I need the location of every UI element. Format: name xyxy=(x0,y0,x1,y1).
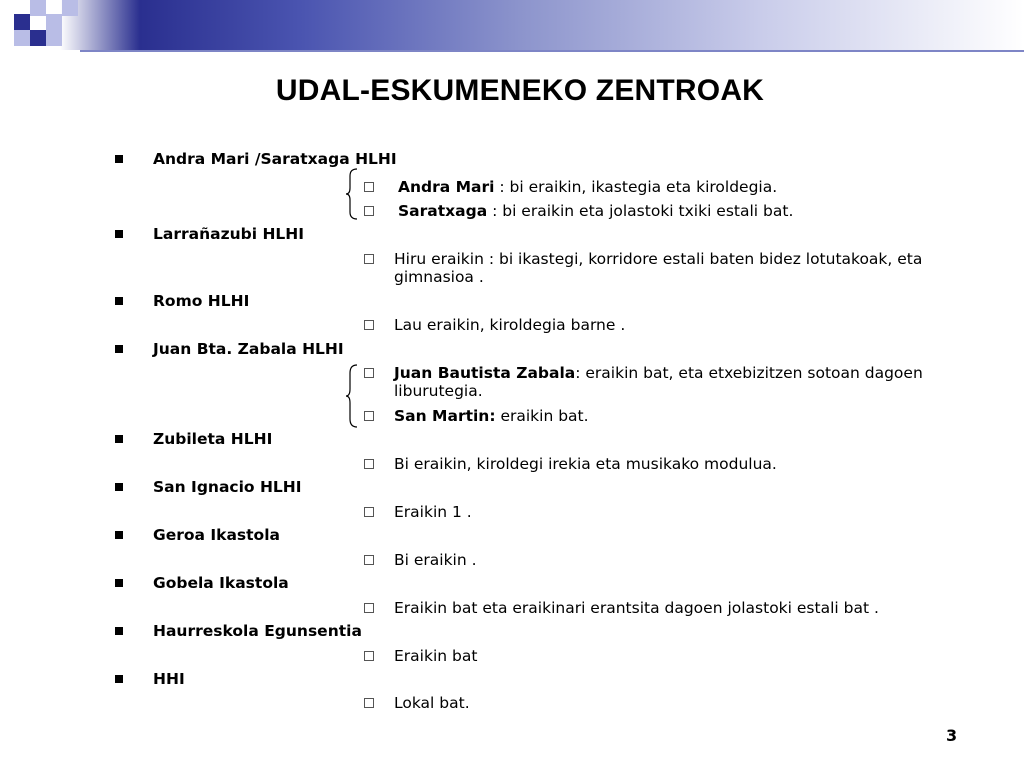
center-name: Juan Bta. Zabala HLHI xyxy=(153,340,344,358)
page-number: 3 xyxy=(946,726,958,745)
square-bullet-icon xyxy=(115,579,123,587)
detail-bold: Saratxaga xyxy=(398,202,488,220)
decor-square xyxy=(30,30,46,46)
center-item xyxy=(115,670,185,688)
hollow-square-bullet-icon xyxy=(364,368,374,378)
center-name: Zubileta HLHI xyxy=(153,430,273,448)
center-name: Larrañazubi HLHI xyxy=(153,225,305,243)
center-item xyxy=(115,478,302,496)
square-bullet-icon xyxy=(115,675,123,683)
header-rule xyxy=(80,50,1024,52)
hollow-square-bullet-icon xyxy=(364,182,374,192)
detail-text: Lokal bat. xyxy=(394,694,470,712)
square-bullet-icon xyxy=(115,627,123,635)
detail-text: Bi eraikin . xyxy=(394,551,477,569)
decor-square xyxy=(46,30,62,46)
hollow-square-bullet-icon xyxy=(364,459,374,469)
detail-text: : bi eraikin, ikastegia eta kiroldegia. xyxy=(494,178,778,196)
square-bullet-icon xyxy=(115,155,123,163)
detail-text: Lau eraikin, kiroldegia barne . xyxy=(394,316,626,334)
center-item xyxy=(115,150,397,168)
decor-square xyxy=(30,0,46,16)
center-name: San Ignacio HLHI xyxy=(153,478,302,496)
left-brace-icon xyxy=(345,168,359,220)
hollow-square-bullet-icon xyxy=(364,651,374,661)
hollow-square-bullet-icon xyxy=(364,507,374,517)
hollow-square-bullet-icon xyxy=(364,411,374,421)
decor-square xyxy=(62,0,78,16)
detail-text: Eraikin bat eta eraikinari erantsita dagoen jolastoki estali bat . xyxy=(394,599,879,617)
center-item xyxy=(115,225,304,243)
detail-bold: Juan Bautista Zabala xyxy=(394,364,576,382)
hollow-square-bullet-icon xyxy=(364,320,374,330)
center-item xyxy=(115,430,272,448)
decor-square xyxy=(46,14,62,30)
detail-text: eraikin bat. xyxy=(495,407,589,425)
decor-square xyxy=(14,14,30,30)
detail-text: Bi eraikin, kiroldegi irekia eta musikako modulua. xyxy=(394,455,777,473)
detail-text: : bi eraikin eta jolastoki txiki estali bat. xyxy=(487,202,794,220)
square-bullet-icon xyxy=(115,297,123,305)
detail-text: Eraikin 1 . xyxy=(394,503,472,521)
decor-square xyxy=(14,30,30,46)
center-name: Gobela Ikastola xyxy=(153,574,289,592)
center-item xyxy=(115,622,362,640)
square-bullet-icon xyxy=(115,230,123,238)
detail-text: Eraikin bat xyxy=(394,647,478,665)
center-name: Geroa Ikastola xyxy=(153,526,280,544)
detail-bold: San Martin: xyxy=(394,407,496,425)
square-bullet-icon xyxy=(115,483,123,491)
center-name: Andra Mari /Saratxaga HLHI xyxy=(153,150,397,168)
detail-bold: Andra Mari xyxy=(398,178,495,196)
detail-text: Hiru eraikin : bi ikastegi, korridore estali baten bidez lotutakoak, eta gimnasioa . xyxy=(394,250,923,286)
header-gradient-band xyxy=(0,0,1024,50)
square-bullet-icon xyxy=(115,531,123,539)
detail-text: : eraikin bat, eta etxebizitzen sotoan dagoen liburutegia. xyxy=(394,364,923,400)
center-name: HHI xyxy=(153,670,185,688)
hollow-square-bullet-icon xyxy=(364,206,374,216)
center-item xyxy=(115,340,344,358)
center-item xyxy=(115,526,280,544)
slide-title: UDAL-ESKUMENEKO ZENTROAK xyxy=(275,74,765,107)
hollow-square-bullet-icon xyxy=(364,698,374,708)
center-name: Haurreskola Egunsentia xyxy=(153,622,362,640)
left-brace-icon xyxy=(345,364,359,428)
hollow-square-bullet-icon xyxy=(364,603,374,613)
square-bullet-icon xyxy=(115,435,123,443)
center-name: Romo HLHI xyxy=(153,292,250,310)
center-item xyxy=(115,574,289,592)
center-item xyxy=(115,292,249,310)
square-bullet-icon xyxy=(115,345,123,353)
hollow-square-bullet-icon xyxy=(364,555,374,565)
hollow-square-bullet-icon xyxy=(364,254,374,264)
